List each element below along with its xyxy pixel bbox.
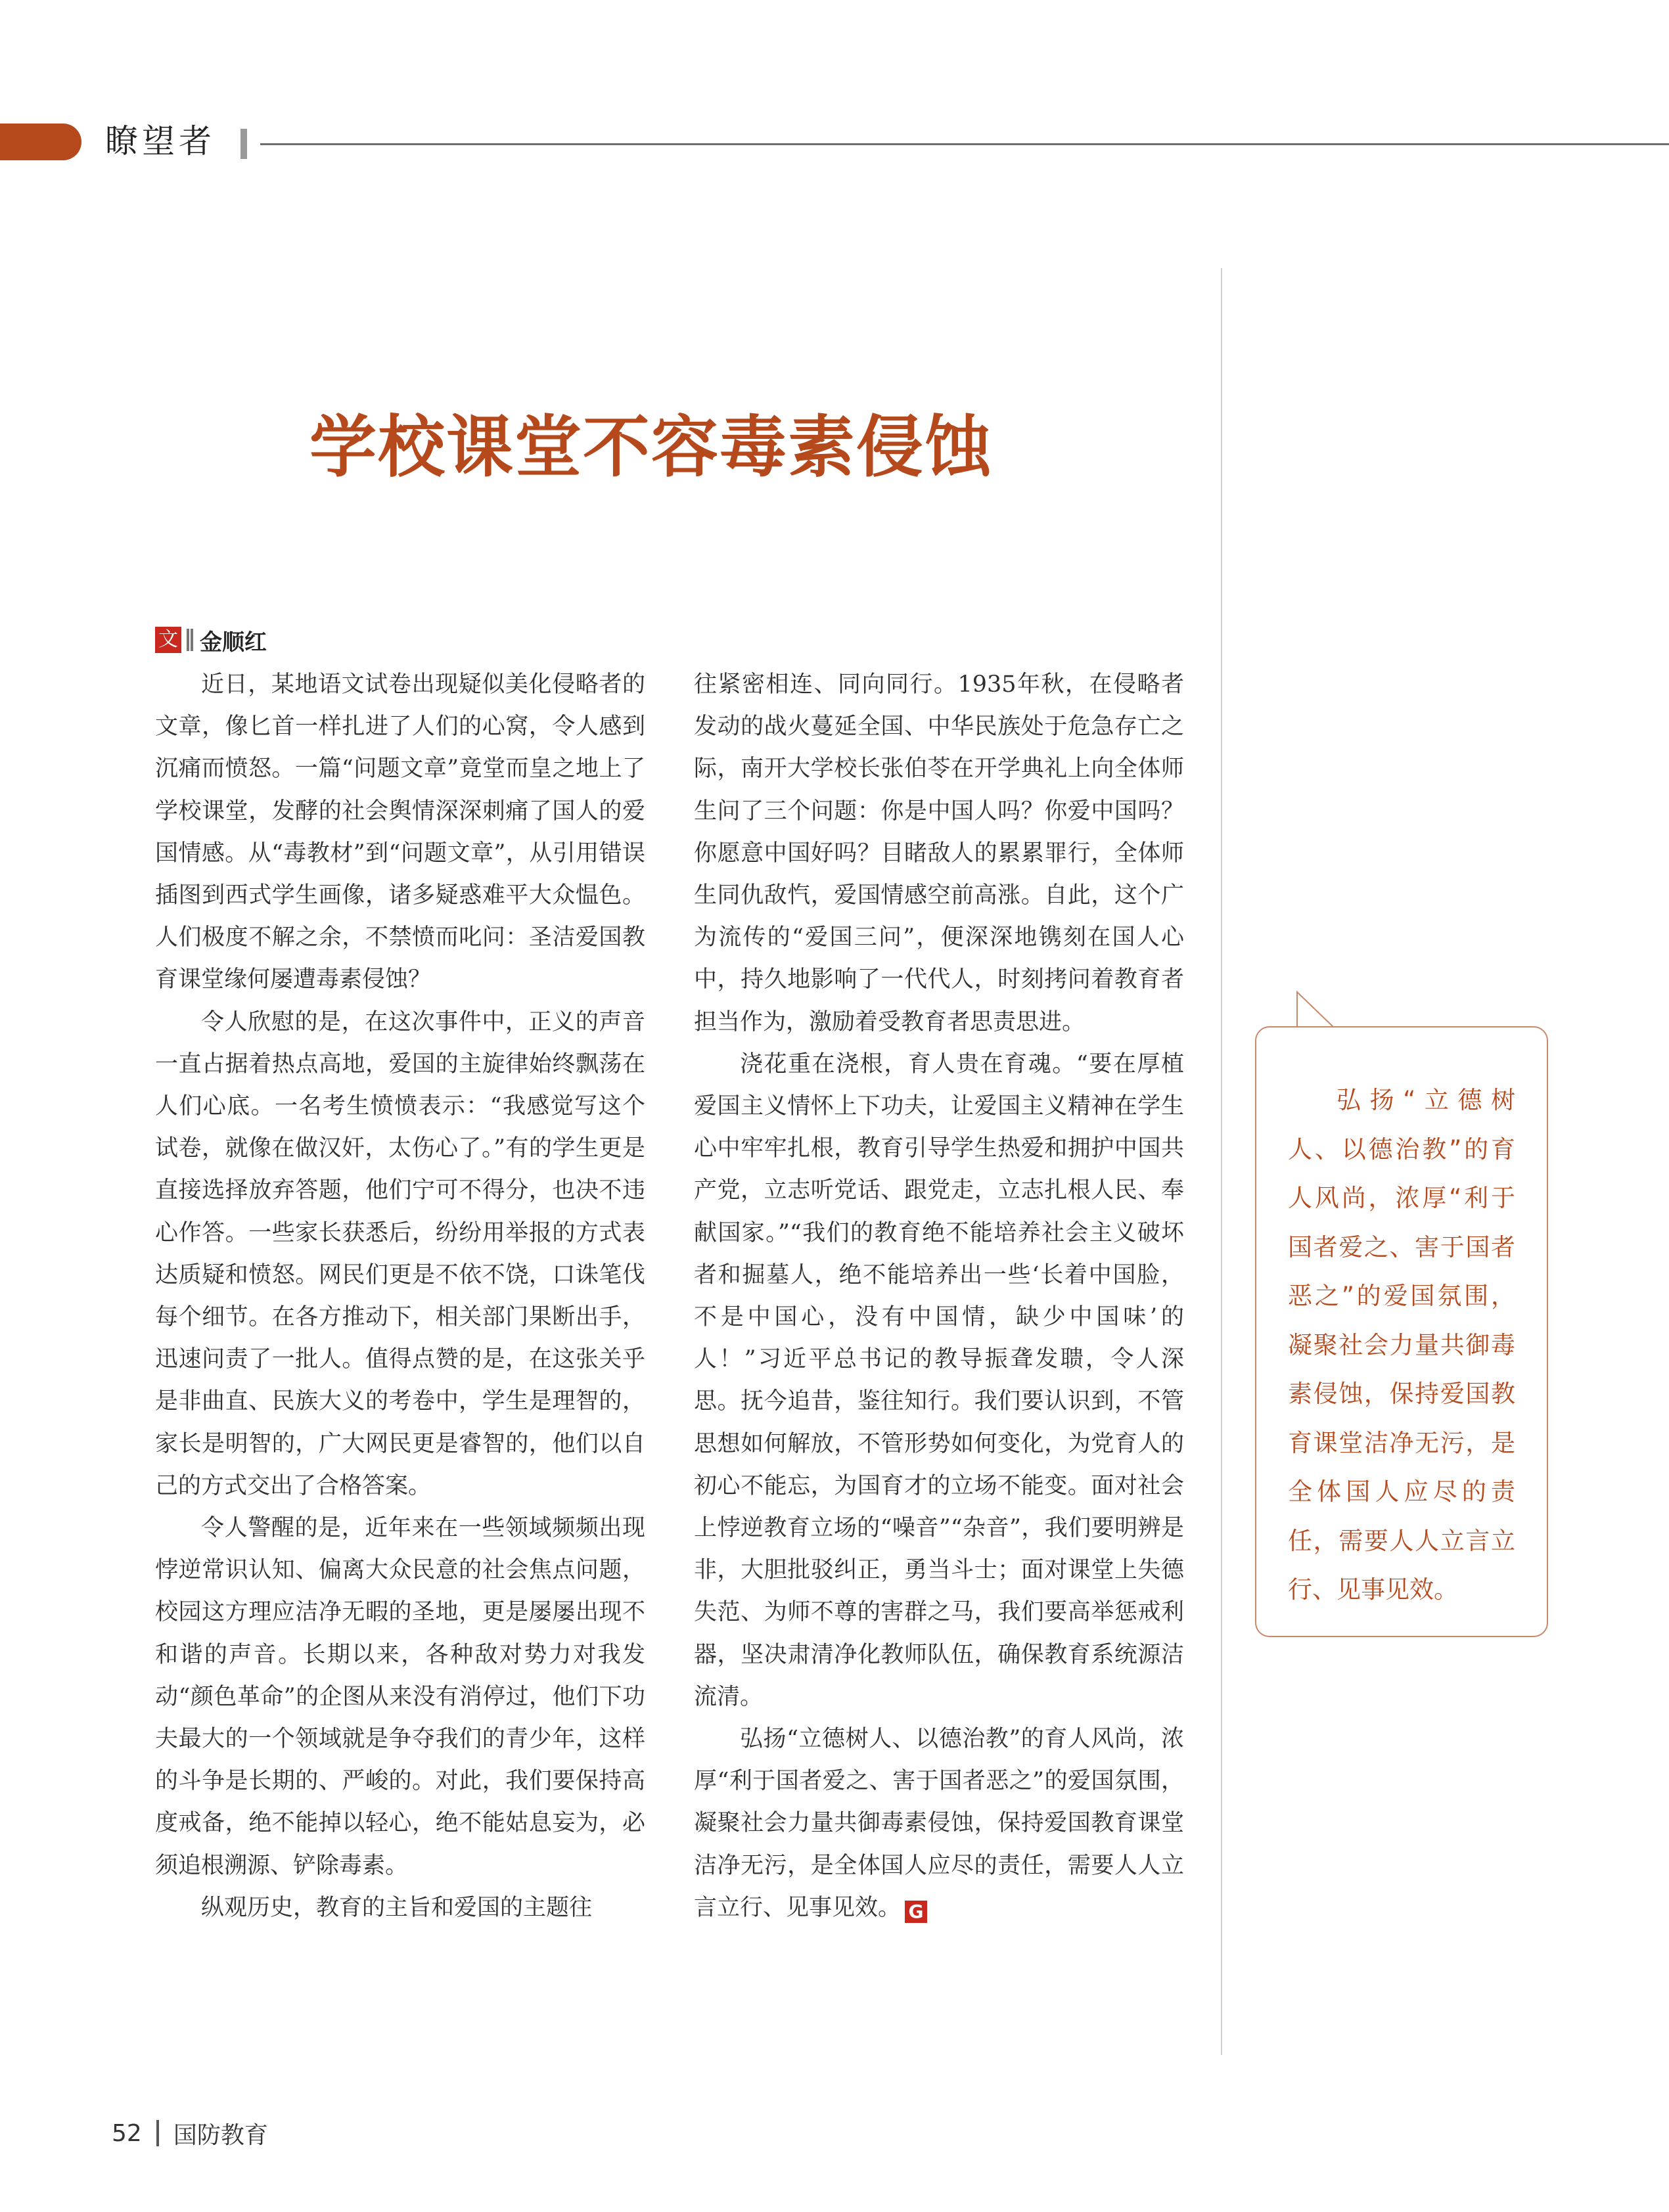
paragraph: 令人警醒的是，近年来在一些领域频频出现悖逆常识认知、偏离大众民意的社会焦点问题，校园这方理应洁净无暇的圣地，更是屡屡出现不和谐的声音。长期以来，各种敌对势力对我发动“颜色革命”的企图从来没有消停过，他们下功夫最大的一个领域就是争夺我们的青少年，这样的斗争是长期的、严峻的。对此，我们要保持高度戒备，绝不能掉以轻心，绝不能姑息妄为，必须追根溯源、铲除毒素。 <box>155 1515 645 1879</box>
paragraph-text: 弘扬“立德树人、以德治教”的育人风尚，浓厚“利于国者爱之、害于国者恶之”的爱国氛围，凝聚社会力量共御毒素侵蚀，保持爱国教育课堂洁净无污，是全体国人应尽的责任，需要人人立言立行、见事见效。 <box>694 1726 1184 1921</box>
author-name: 金顺红 <box>200 629 267 656</box>
page-footer <box>112 2117 268 2150</box>
page-number: 52 <box>112 2119 142 2147</box>
byline-separator <box>191 629 193 651</box>
paragraph: 浇花重在浇根，育人贵在育魂。“要在厚植爱国主义情怀上下功夫，让爱国主义精神在学生心中牢牢扎根，教育引导学生热爱和拥护中国共产党，立志听党话、跟党走，立志扎根人民、奉献国家。”“我们的教育绝不能培养社会主义破坏者和掘墓人，绝不能培养出一些‘长着中国脸，不是中国心，没有中国情，缺少中国味’的人！”习近平总书记的教导振聋发聩，令人深思。抚今追昔，鉴往知行。我们要认识到，不管思想如何解放，不管形势如何变化，为党育人的初心不能忘，为国育才的立场不能变。面对社会上悖逆教育立场的“噪音”“杂音”，我们要明辨是非，大胆批驳纠正，勇当斗士；面对课堂上失德失范、为师不尊的害群之马，我们要高举惩戒利器，坚决肃清净化教师队伍，确保教育系统源洁流清。 <box>694 1050 1184 1710</box>
byline <box>155 625 267 654</box>
paragraph-last <box>694 1718 1184 1929</box>
byline-separator <box>187 629 189 651</box>
end-mark-icon: G <box>905 1901 927 1923</box>
footer-separator <box>156 2120 159 2146</box>
header-rule <box>260 143 1669 145</box>
paragraph: 令人欣慰的是，在这次事件中，正义的声音一直占据着热点高地，爱国的主旋律始终飘荡在人们心底。一名考生愤愤表示：“我感觉写这个试卷，就像在做汉奸，太伤心了。”有的学生更是直接选择放弃答题，他们宁可不得分，也决不违心作答。一些家长获悉后，纷纷用举报的方式表达质疑和愤怒。网民们更是不依不饶，口诛笔伐每个细节。在各方推动下，相关部门果断出手，迅速问责了一批人。值得点赞的是，在这张关乎是非曲直、民族大义的考卷中，学生是理智的，家长是明智的，广大网民更是睿智的，他们以自己的方式交出了合格答案。 <box>155 1008 645 1499</box>
speech-tail-icon <box>1296 991 1335 1029</box>
body-column-1 <box>155 664 645 1929</box>
article-title: 学校课堂不容毒素侵蚀 <box>309 409 993 487</box>
magazine-name: 国防教育 <box>173 2121 268 2149</box>
section-title-bar <box>240 129 247 159</box>
paragraph: 纵观历史，教育的主旨和爱国的主题往 <box>201 1894 593 1921</box>
section-title: 瞭望者 <box>105 122 216 160</box>
paragraph: 近日，某地语文试卷出现疑似美化侵略者的文章，像匕首一样扎进了人们的心窝，令人感到沉痛而愤怒。一篇“问题文章”竟堂而皇之地上了学校课堂，发酵的社会舆情深深刺痛了国人的爱国情感。从“毒教材”到“问题文章”，从引用错误插图到西式学生画像，诸多疑惑难平大众愠色。人们极度不解之余，不禁愤而叱问：圣洁爱国教育课堂缘何屡遭毒素侵蚀？ <box>155 671 645 993</box>
wen-icon: 文 <box>155 627 181 653</box>
column-divider <box>1221 268 1222 2055</box>
paragraph: 往紧密相连、同向同行。1935年秋，在侵略者发动的战火蔓延全国、中华民族处于危急存亡之际，南开大学校长张伯苓在开学典礼上向全体师生问了三个问题：你是中国人吗？你爱中国吗？你愿意中国好吗？目睹敌人的累累罪行，全体师生同仇敌忾，爱国情感空前高涨。自此，这个广为流传的“爱国三问”，便深深地镌刻在国人心中，持久地影响了一代代人，时刻拷问着教育者担当作为，激励着受教育者思责思进。 <box>694 671 1184 1035</box>
section-tab-pill <box>0 124 81 160</box>
pull-quote: 弘扬“立德树人、以德治教”的育人风尚，浓厚“利于国者爱之、害于国者恶之”的爱国氛围，凝聚社会力量共御毒素侵蚀，保持爱国教育课堂洁净无污，是全体国人应尽的责任，需要人人立言立行、见事见效。 <box>1255 1026 1548 1637</box>
body-column-2 <box>694 664 1184 1929</box>
